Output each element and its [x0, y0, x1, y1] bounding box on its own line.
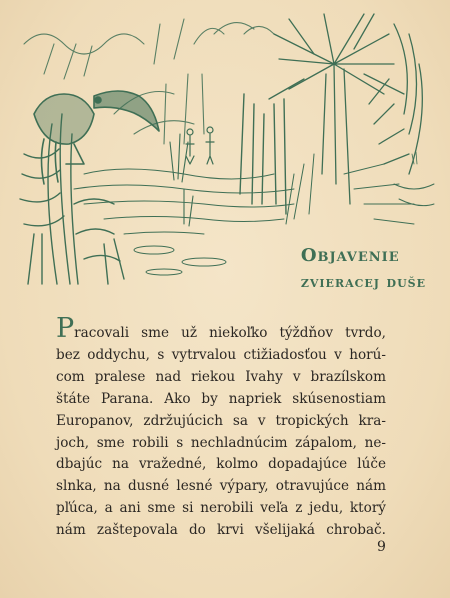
body-line: bez oddychu, s vytrvalou ctižiadosťou v horú-: [56, 346, 386, 363]
chapter-title-line1: Objavenie: [300, 245, 400, 266]
body-line: com pralese nad riekou Ivahy v brazílskom: [56, 368, 386, 385]
drop-cap: P: [56, 313, 75, 344]
body-line: štáte Parana. Ako by napriek skúsenostiam: [56, 390, 386, 407]
body-line: pľúca, a ani sme si nerobili veľa z jedu, ktorý: [56, 500, 386, 517]
body-line: Pracovali sme už niekoľko týždňov tvrdo,: [56, 313, 386, 344]
chapter-title: [301, 243, 426, 295]
chapter-title-line2: zvieracej duše: [300, 272, 426, 291]
body-line: nám zaštepovala do krvi všelijaká chrobač.: [56, 522, 386, 539]
body-line: Europanov, zdržujúcich sa v tropických kra-: [56, 412, 386, 429]
page-number: 9: [377, 539, 386, 555]
body-line: slnka, na dusné lesné výpary, otravujúce nám: [56, 478, 386, 495]
body-line: dbajúc na vražedné, kolmo dopadajúce lúče: [56, 456, 386, 473]
body-paragraph: [56, 313, 386, 542]
body-line: joch, sme robili s nechladnúcim zápalom, ne-: [56, 434, 386, 451]
